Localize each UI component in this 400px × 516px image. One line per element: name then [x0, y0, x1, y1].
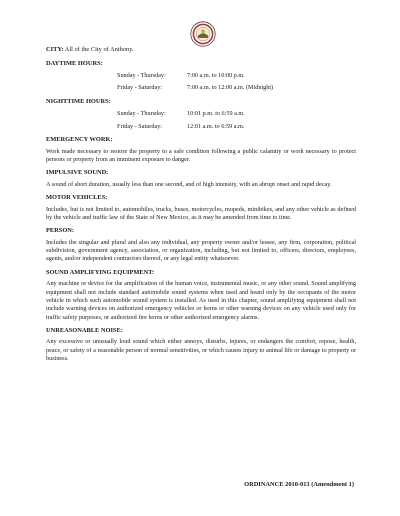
person-heading: PERSON:: [46, 227, 75, 235]
document-body: [46, 46, 356, 363]
hours-row: [46, 72, 356, 80]
hours-days: Sunday - Thursday:: [117, 110, 166, 118]
hours-time: 12:01 a.m. to 6:59 a.m.: [187, 122, 245, 130]
city-seal-icon: [190, 21, 216, 47]
unreasonable-noise-text: Any excessive or unusually loud sound which either annoys, disturbs, injures, or endangers the comfort, repose, health, peace, or safety of a reasonable person of normal sensitivities, or which causes injury to animal life or damage to property or business.: [46, 338, 356, 362]
hours-row: [46, 123, 356, 131]
hours-days: Friday - Saturday:: [117, 122, 163, 130]
unreasonable-noise-heading: UNREASONABLE NOISE:: [46, 326, 123, 334]
emergency-work-heading: EMERGENCY WORK:: [46, 135, 113, 143]
hours-days: Sunday - Thursday:: [117, 72, 166, 80]
sound-amplifying-text: Any machine or device for the amplification of the human voice, instrumental music, or any other sound. Sound amplifying equipment shall not include standard automobile sound systems when used and heard only by the occupants of the motor vehicle in which such automobile sound system is installed. As used in this chapter, sound amplifying equipment shall not include warning devices on authorized emergency vehicles or horns or other warning devices on any vehicle used only for traffic safety purposes, or authorized fire horns or other authorized emergency alarms.: [46, 280, 356, 321]
hours-row: [46, 84, 356, 92]
motor-vehicles-heading: MOTOR VEHICLES:: [46, 194, 108, 202]
emergency-work-text: Work made necessary to restore the property to a safe condition following a public calamity or work necessary to protect persons or property from an imminent exposure to danger.: [46, 147, 356, 163]
city-label: CITY:: [46, 46, 64, 53]
impulsive-sound-heading: IMPULSIVE SOUND:: [46, 169, 109, 177]
city-line: [46, 46, 356, 55]
hours-time: 10:01 p.m. to 6:59 a.m.: [187, 110, 245, 118]
impulsive-sound-text: A sound of short duration, usually less than one second, and of high intensity, with an abrupt onset and rapid decay.: [46, 180, 332, 188]
person-text: Includes the singular and plural and also any individual, any property owner and/or lessee, any firm, corporation, political subdivision, government agency, association, or organization, including, but not limited to, officers, directors, employees, agents, and/or independent contractors thereof, or any legal entity whatsoever.: [46, 238, 356, 263]
nighttime-hours-table: [46, 110, 356, 131]
hours-row: [46, 110, 356, 118]
hours-time: 7:00 a.m. to 12:00 a.m. (Midnight): [187, 84, 274, 92]
sound-amplifying-heading: SOUND AMPLIFYING EQUIPMENT:: [46, 268, 155, 276]
hours-time: 7:00 a.m. to 10:00 p.m.: [187, 72, 245, 80]
motor-vehicles-text: Includes, but is not limited to, automobiles, trucks, buses, motorcycles, mopeds, minibikes, and any other vehicle as defined by the vehicle and traffic law of the State of New Mexico, as it may be amended from time to time.: [46, 205, 356, 221]
daytime-hours-table: [46, 72, 356, 93]
daytime-heading: DAYTIME HOURS:: [46, 59, 103, 67]
city-value: All of the City of Anthony.: [64, 46, 134, 53]
hours-days: Friday - Saturday:: [117, 84, 163, 92]
nighttime-heading: NIGHTTIME HOURS:: [46, 97, 111, 105]
ordinance-footer: ORDINANCE 2010-013 (Amendment 1): [244, 481, 354, 488]
